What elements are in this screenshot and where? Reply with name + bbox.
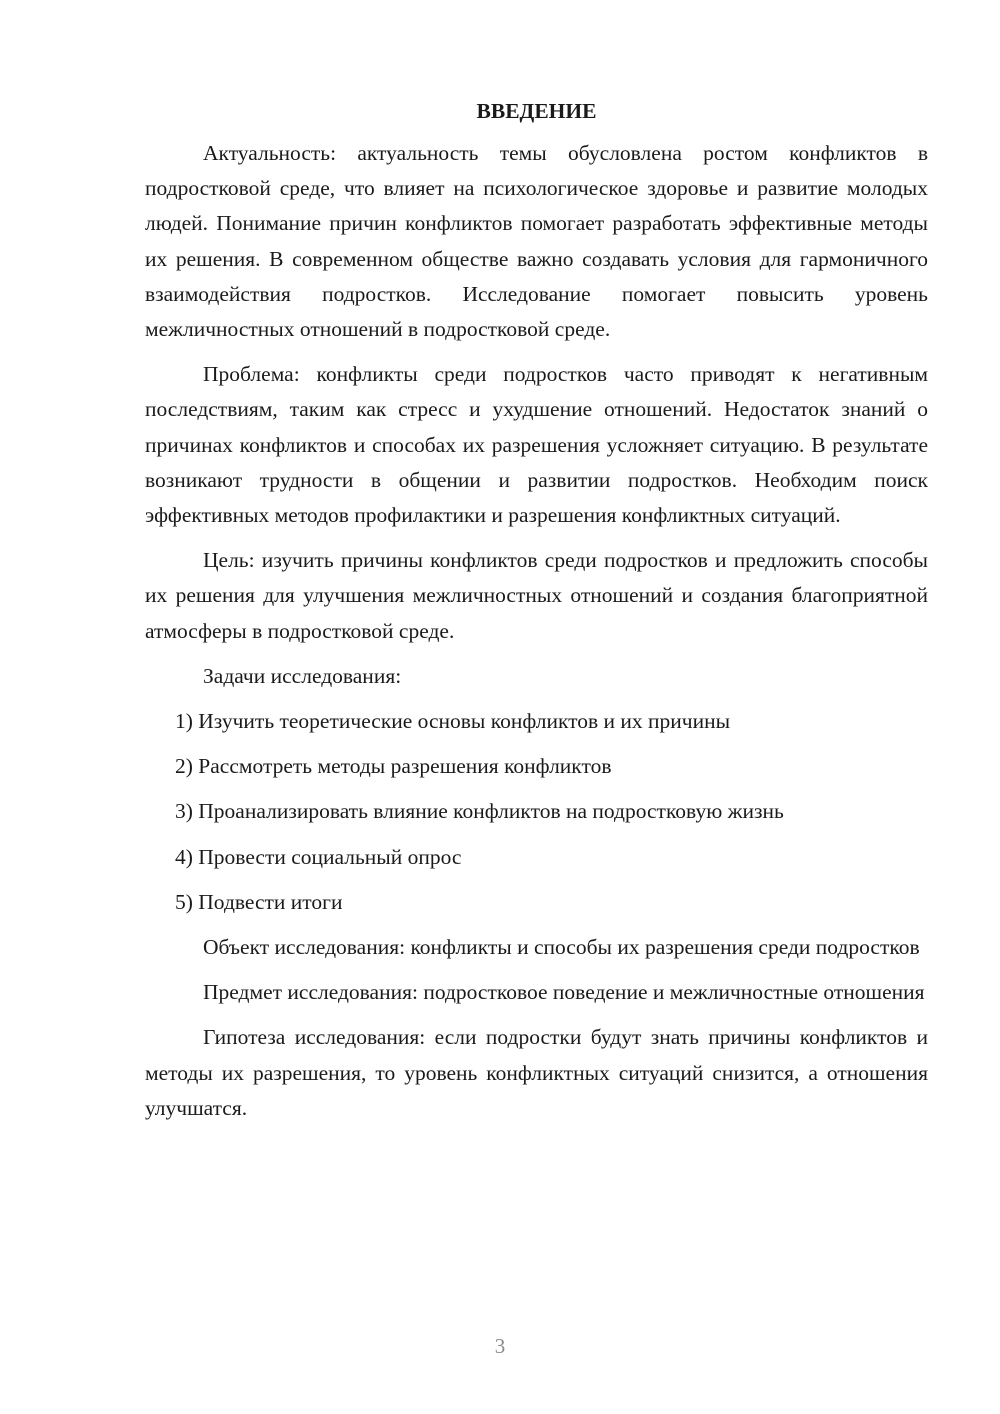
list-item: 4) Провести социальный опрос: [175, 844, 462, 869]
problem-paragraph: Проблема: конфликты среди подростков часто приводят к негативным последствиям, таким как стресс и ухудшение отношений. Недостаток знаний о причинах конфликтов и способах их разрешения усложняет ситуацию. В результате возникают трудности в общении и развитии подростков. Необходим поиск эффективных методов профилактики и разрешения конфликтных ситуаций.: [145, 362, 928, 528]
list-item: 3) Проанализировать влияние конфликтов на подростковую жизнь: [175, 799, 784, 824]
list-item: 2) Рассмотреть методы разрешения конфликтов: [175, 754, 612, 779]
relevance-paragraph: Актуальность: актуальность темы обусловлена ростом конфликтов в подростковой среде, что влияет на психологическое здоровье и развитие молодых людей. Понимание причин конфликтов помогает разработать эффективные методы их решения. В современном обществе важно создавать условия для гармоничного взаимодействия подростков. Исследование помогает повысить уровень межличностных отношений в подростковой среде.: [145, 141, 928, 342]
object-paragraph: Объект исследования: конфликты и способы их разрешения среди подростков: [203, 935, 920, 960]
tasks-list: [145, 704, 928, 920]
hypothesis-paragraph: Гипотеза исследования: если подростки будут знать причины конфликтов и методы их разрешения, то уровень конфликтных ситуаций снизится, а отношения улучшатся.: [145, 1025, 928, 1120]
subject-paragraph: Предмет исследования: подростковое поведение и межличностные отношения: [203, 980, 925, 1005]
document-body: [145, 96, 928, 1136]
goal-paragraph: Цель: изучить причины конфликтов среди подростков и предложить способы их решения для улучшения межличностных отношений и создания благоприятной атмосферы в подростковой среде.: [145, 548, 928, 643]
section-heading: ВВЕДЕНИЕ: [476, 99, 597, 123]
page-number: 3: [494, 1334, 506, 1358]
tasks-label: Задачи исследования:: [203, 663, 402, 688]
list-item: 1) Изучить теоретические основы конфликтов и их причины: [175, 709, 731, 734]
list-item: 5) Подвести итоги: [175, 889, 343, 914]
